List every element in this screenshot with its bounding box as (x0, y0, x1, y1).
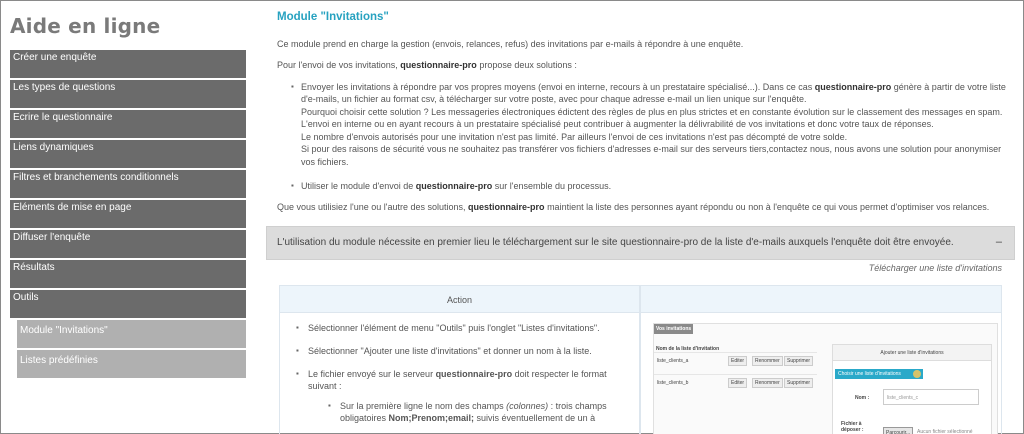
main-content (277, 11, 1015, 222)
circle-icon (913, 370, 921, 378)
table-cell-steps (279, 313, 640, 434)
sidebar-item-resultats[interactable]: Résultats (10, 260, 246, 288)
step-item: ▪ Le fichier envoyé sur le serveur questionnaire-pro doit respecter le format suivant : ▪ Sur la première ligne le nom des champs (colonnes) : trois champs obligatoires Nom;Prenom;email; suivis éventuellement de un à (296, 368, 629, 424)
solutions-paragraph: Pour l'envoi de vos invitations, questionnaire-pro propose deux solutions : (277, 60, 577, 70)
table-row: liste_clients_a Editer Renommer Supprimer (654, 352, 817, 368)
sidebar-item-types-questions[interactable]: Les types de questions (10, 80, 246, 108)
list-item: ▪ Utiliser le module d'envoi de questionnaire-pro sur l'ensemble du processus. (291, 180, 1015, 193)
closing-paragraph: Que vous utilisiez l'une ou l'autre des solutions, questionnaire-pro maintient la liste des personnes ayant répondu ou non à l'enquête ce qui vous permet d'optimiser vos relances. (277, 201, 990, 212)
intro-paragraph: Ce module prend en charge la gestion (envois, relances, refus) des invitations par e-mails à répondre à une enquête. (277, 38, 744, 49)
sidebar-title: Aide en ligne (10, 14, 161, 38)
list-item: ▪ Envoyer les invitations à répondre par vos propres moyens (envoi en interne, recours à un prestataire spécialisé...). Dans ce cas questionnaire-pro génère à partir de votre liste d'e-mails, un fichier au format csv, à télécharger sur votre poste, avec pour chaque adresse e-mail un lien unique sur l'enquête. Pourquoi choisir cette solution ? Les messageries électroniques édictent des règles de plus en plus strictes et en constante évolution sur le classement des messages en spam. L'envoi en interne ou en ayant recours à un prestataire spécialisé peut contribuer à augmenter la délivrabilité de vos invitations et donc votre taux de réponses. Le nombre d'envois autorisés pour une invitation n'est pas limité. Par ailleurs l'envoi de ces invitations n'est pas décompté de votre solde. Si pour des raisons de sécurité vous ne souhaitez pas transférer vos fichiers d'adresses e-mail sur des serveurs tiers,contactez nous, nous avons une solution pour anonymiser vos fichiers. (291, 81, 1015, 169)
sidebar-item-filtres[interactable]: Filtres et branchements conditionnels (10, 170, 246, 198)
sidebar-item-liens-dynamiques[interactable]: Liens dynamiques (10, 140, 246, 168)
table-cell-screenshot (640, 313, 1002, 434)
sidebar-item-ecrire-questionnaire[interactable]: Ecrire le questionnaire (10, 110, 246, 138)
step-item: ▪ Sélectionner l'élément de menu "Outils" puis l'onglet "Listes d'invitations". (296, 322, 629, 334)
table-row: liste_clients_b Editer Renommer Supprimer (654, 374, 817, 390)
sidebar (10, 11, 246, 380)
sidebar-subitem-invitations[interactable]: Module "Invitations" (17, 320, 246, 348)
notice-banner: L'utilisation du module nécessite en premier lieu le téléchargement sur le site questionnaire-pro de la liste d'e-mails auxquels l'enquête doit être envoyée. – (266, 226, 1015, 260)
shot-choose-list: Choisir une liste d'invitations (835, 369, 923, 379)
solutions-list (291, 81, 1015, 193)
shot-add-panel: Ajouter une liste d'invitations Choisir une liste d'invitations Nom : liste_clients_c Fichier à déposer : Parcourir... Aucun fichier sélectionné (832, 344, 992, 434)
step-subitem: ▪ Sur la première ligne le nom des champs (colonnes) : trois champs obligatoires Nom;Prenom;email; suivis éventuellement de un à (328, 400, 629, 424)
sidebar-subitem-listes-predefinies[interactable]: Listes prédéfinies (17, 350, 246, 378)
table-header-action: Action (279, 285, 640, 313)
illustration-screenshot (653, 323, 998, 434)
shot-list-header: Nom de la liste d'invitation (656, 346, 720, 352)
sidebar-item-creer-enquete[interactable]: Créer une enquête (10, 50, 246, 78)
page-title: Module "Invitations" (277, 11, 389, 23)
sidebar-item-mise-en-page[interactable]: Eléments de mise en page (10, 200, 246, 228)
table-header-blank (640, 285, 1002, 313)
step-item: ▪ Sélectionner "Ajouter une liste d'invitations" et donner un nom à la liste. (296, 345, 629, 357)
sidebar-item-outils[interactable]: Outils (10, 290, 246, 318)
collapse-toggle[interactable]: – (995, 236, 1002, 248)
shot-title: Vos invitations (656, 326, 692, 332)
sidebar-item-diffuser[interactable]: Diffuser l'enquête (10, 230, 246, 258)
download-link[interactable]: Télécharger une liste d'invitations (868, 263, 1002, 273)
